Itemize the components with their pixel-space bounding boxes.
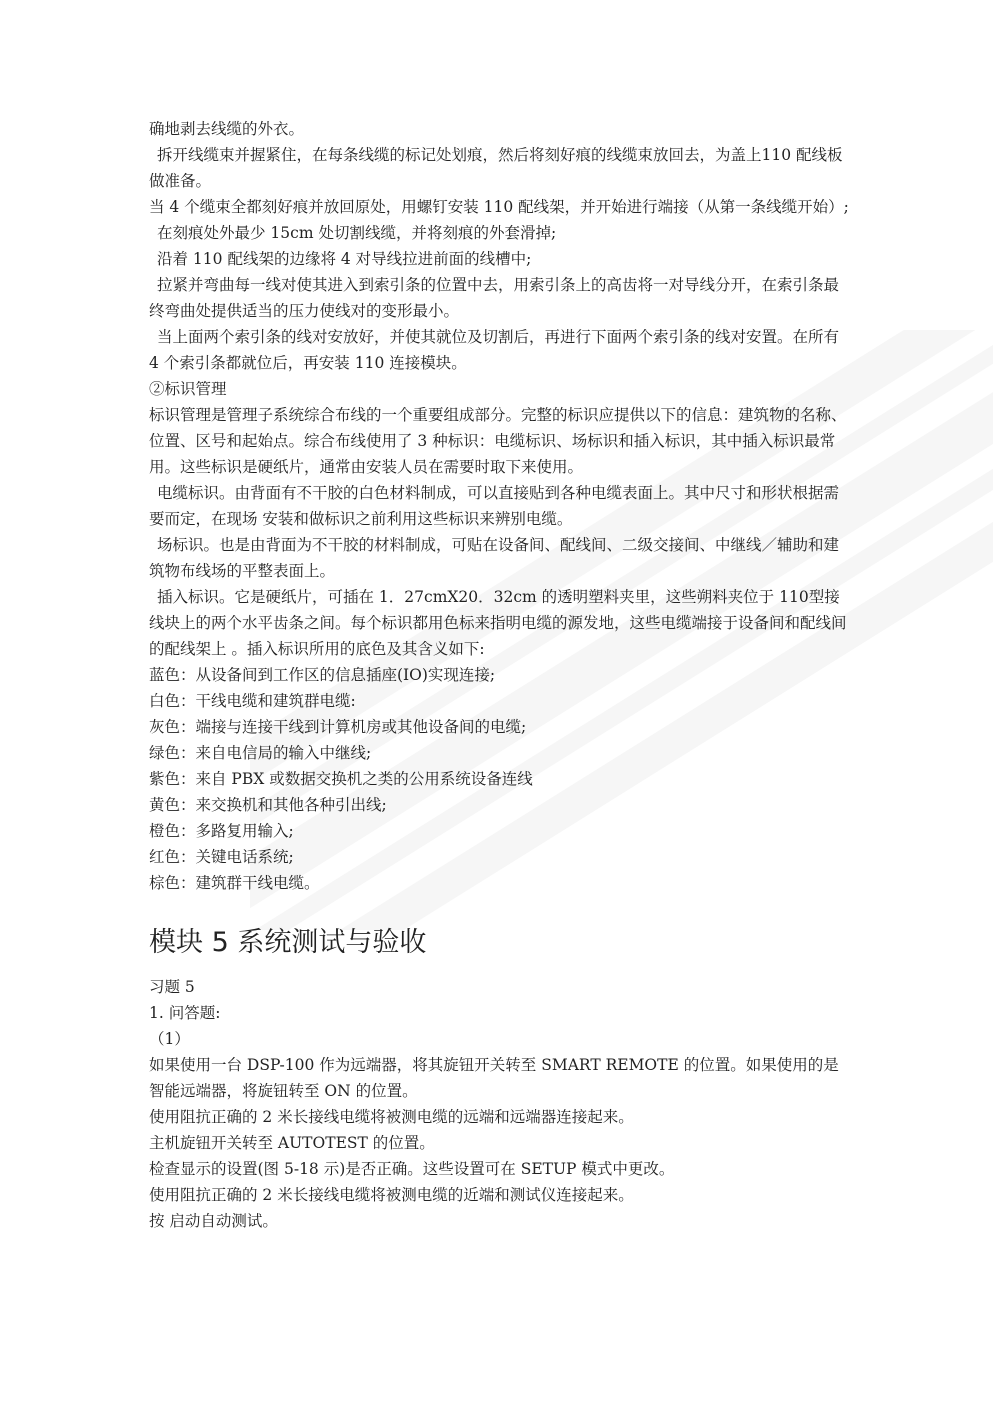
question-number: （1） (149, 1030, 190, 1048)
subheading-label-management: ②标识管理 (149, 380, 227, 398)
paragraph-insert-label: 插入标识。它是硬纸片，可插在 1．27cmX20．32cm 的透明塑料夹里，这些朔料夹位于 110型接线块上的两个水平齿条之间。每个标识都用色标来指明电缆的源发地，这些电缆端接于设备间和配线间的配线架上 。插入标识所用的底色及其含义如下: (149, 588, 847, 658)
color-code-yellow: 黄色：来交换机和其他各种引出线; (149, 796, 387, 814)
color-code-list (149, 662, 849, 896)
color-code-brown: 棕色：建筑群干线电缆。 (149, 874, 320, 892)
step-remote-setup: 如果使用一台 DSP-100 作为远端器，将其旋钮开关转至 SMART REMOTE 的位置。如果使用的是智能远端器，将旋钮转至 ON 的位置。 (149, 1056, 839, 1100)
step-start-test: 按 启动自动测试。 (149, 1212, 278, 1230)
step-check-settings: 检查显示的设置(图 5-18 示)是否正确。这些设置可在 SETUP 模式中更改。 (149, 1160, 675, 1178)
document-body (149, 116, 849, 1234)
color-code-orange: 橙色：多路复用输入; (149, 822, 294, 840)
question-type-label: 1. 问答题: (149, 1004, 221, 1022)
paragraph-scoring: 拆开线缆束并握紧住，在每条线缆的标记处划痕，然后将刻好痕的线缆束放回去，为盖上110 配线板做准备。 (149, 146, 843, 190)
color-code-red: 红色：关键电话系统; (149, 848, 294, 866)
paragraph-label-overview: 标识管理是管理子系统综合布线的一个重要组成部分。完整的标识应提供以下的信息：建筑物的名称、位置、区号和起始点。综合布线使用了 3 种标识：电缆标识、场标识和插入标识，其中插入标识最常用。这些标识是硬纸片，通常由安装人员在需要时取下来使用。 (149, 406, 847, 476)
paragraph-mounting: 当 4 个缆束全都刻好痕并放回原处，用螺钉安装 110 配线架，并开始进行端接（从第一条线缆开始）; (149, 198, 849, 216)
paragraph-pulling: 沿着 110 配线架的边缘将 4 对导线拉进前面的线槽中; (157, 250, 532, 268)
color-code-gray: 灰色：端接与连接干线到计算机房或其他设备间的电缆; (149, 718, 527, 736)
paragraph-bending: 拉紧并弯曲每一线对使其进入到索引条的位置中去，用索引条上的高齿将一对导线分开，在索引条最终弯曲处提供适当的压力使线对的变形最小。 (149, 276, 840, 320)
paragraph-stripping: 确地剥去线缆的外衣。 (149, 120, 305, 138)
section-heading-module5: 模块 5 系统测试与验收 (149, 927, 427, 958)
exercise-title: 习题 5 (149, 978, 195, 996)
step-autotest-knob: 主机旋钮开关转至 AUTOTEST 的位置。 (149, 1134, 435, 1152)
paragraph-cutting: 在刻痕处外最少 15cm 处切割线缆，并将刻痕的外套滑掉; (157, 224, 557, 242)
step-connect-tester: 使用阻抗正确的 2 米长接线电缆将被测电缆的近端和测试仪连接起来。 (149, 1186, 634, 1204)
color-code-green: 绿色：来自电信局的输入中继线; (149, 744, 372, 762)
paragraph-field-label: 场标识。也是由背面为不干胶的材料制成，可贴在设备间、配线间、二级交接间、中继线／辅助和建筑物布线场的平整表面上。 (149, 536, 840, 580)
paragraph-cable-label: 电缆标识。由背面有不干胶的白色材料制成，可以直接贴到各种电缆表面上。其中尺寸和形状根据需要而定，在现场 安装和做标识之前利用这些标识来辨别电缆。 (149, 484, 840, 528)
paragraph-placement: 当上面两个索引条的线对安放好，并使其就位及切割后，再进行下面两个索引条的线对安置。在所有 4 个索引条都就位后，再安装 110 连接模块。 (149, 328, 840, 372)
color-code-purple: 紫色：来自 PBX 或数据交换机之类的公用系统设备连线 (149, 770, 533, 788)
color-code-white: 白色：干线电缆和建筑群电缆: (149, 692, 356, 710)
color-code-blue: 蓝色：从设备间到工作区的信息插座(IO)实现连接; (149, 666, 496, 684)
step-connect-remote: 使用阻抗正确的 2 米长接线电缆将被测电缆的远端和远端器连接起来。 (149, 1108, 634, 1126)
